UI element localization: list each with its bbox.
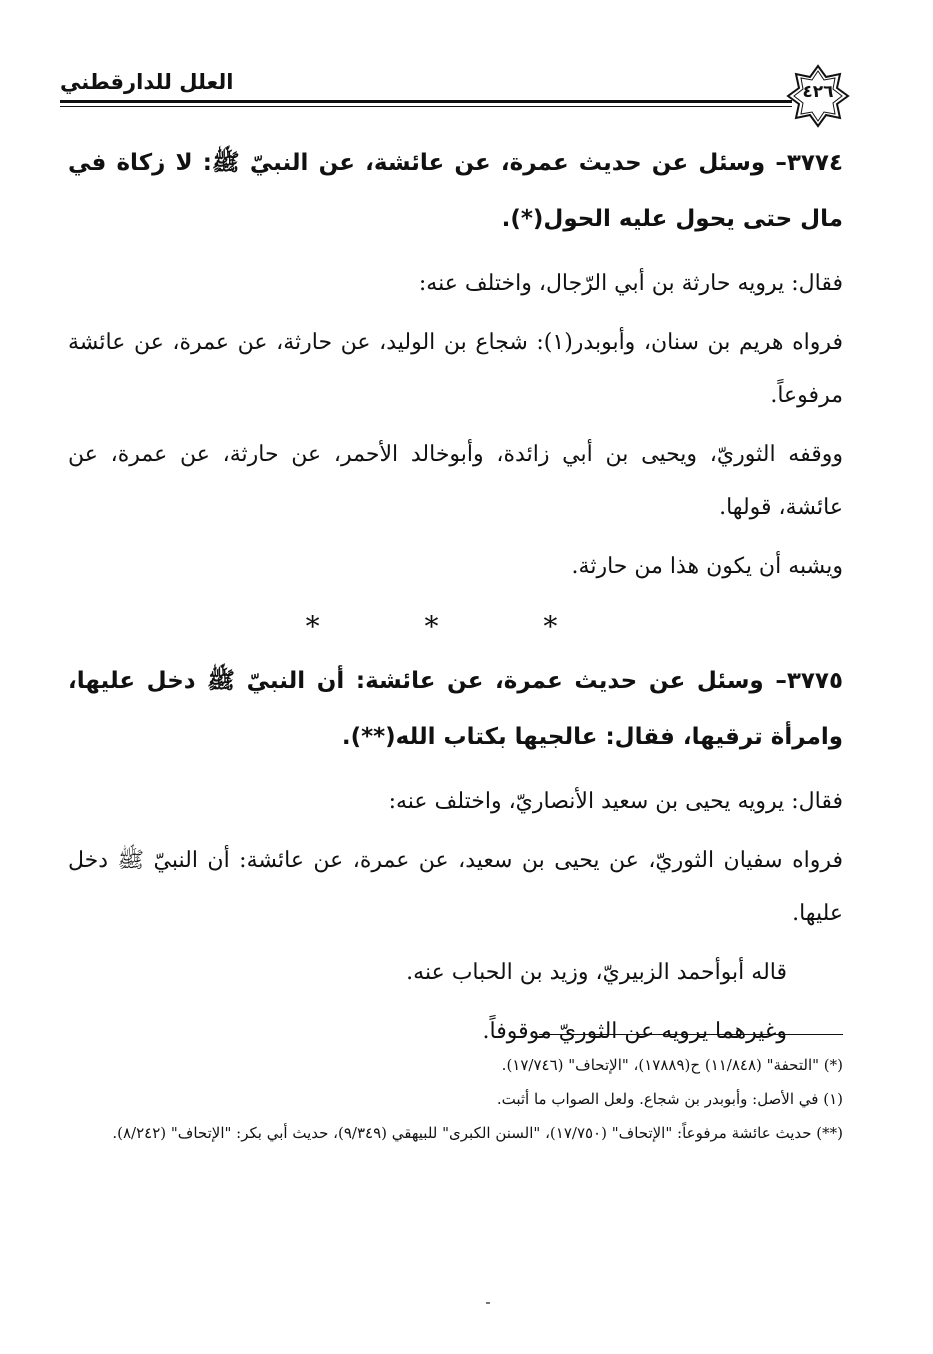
hadith-heading: ٣٧٧٤– وسئل عن حديث عمرة، عن عائشة، عن النبيّ ﷺ: لا زكاة في مال حتى يحول عليه الحول(*). <box>68 150 843 232</box>
main-text <box>68 135 843 1064</box>
page-header <box>60 64 850 124</box>
page-number: ٤٢٦ <box>802 82 834 102</box>
indented-paragraph: قاله أبوأحمد الزبيريّ، وزيد بن الحباب عنه. <box>406 960 787 985</box>
page-mark <box>486 1302 490 1304</box>
paragraph: فقال: يرويه حارثة بن أبي الرّجال، واختلف عنه: <box>418 271 843 296</box>
indented-paragraph: وغيرهما يرويه عن الثوريّ موقوفاً. <box>482 1019 787 1044</box>
section-separator: * * * <box>305 610 606 643</box>
footnote: (١) في الأصل: وأبوبدر بن شجاع. ولعل الصواب ما أثبت. <box>496 1090 843 1108</box>
header-rule-thin <box>60 106 792 107</box>
paragraph: فرواه سفيان الثوريّ، عن يحيى بن سعيد، عن عمرة، عن عائشة: أن النبيّ ﷺ دخل عليها. <box>68 848 843 926</box>
hadith-heading: ٣٧٧٥– وسئل عن حديث عمرة، عن عائشة: أن النبيّ ﷺ دخل عليها، وامرأة ترقيها، فقال: عالجيها بكتاب الله(**). <box>68 668 843 750</box>
paragraph: فقال: يرويه يحيى بن سعيد الأنصاريّ، واختلف عنه: <box>388 789 843 814</box>
running-title: العلل للدارقطني <box>60 70 234 94</box>
paragraph: فرواه هريم بن سنان، وأبوبدر(١): شجاع بن الوليد، عن حارثة، عن عمرة، عن عائشة مرفوعاً. <box>68 330 843 408</box>
paragraph: ويشبه أن يكون هذا من حارثة. <box>571 554 843 579</box>
footnotes <box>68 1050 843 1152</box>
footnote: (**) حديث عائشة مرفوعاً: "الإتحاف" (١٧/٧٥٠)، "السنن الكبرى" للبيهقي (٩/٣٤٩)، حديث أبي بكر: "الإتحاف" (٨/٢٤٢). <box>112 1124 843 1142</box>
paragraph: ووقفه الثوريّ، ويحيى بن أبي زائدة، وأبوخالد الأحمر، عن حارثة، عن عمرة، عن عائشة، قولها. <box>68 442 843 520</box>
footnote-rule <box>539 1034 843 1035</box>
header-rule <box>60 100 792 103</box>
footnote: (*) "التحفة" (١١/٨٤٨) ح(١٧٨٨٩)، "الإتحاف" (١٧/٧٤٦). <box>501 1056 843 1074</box>
